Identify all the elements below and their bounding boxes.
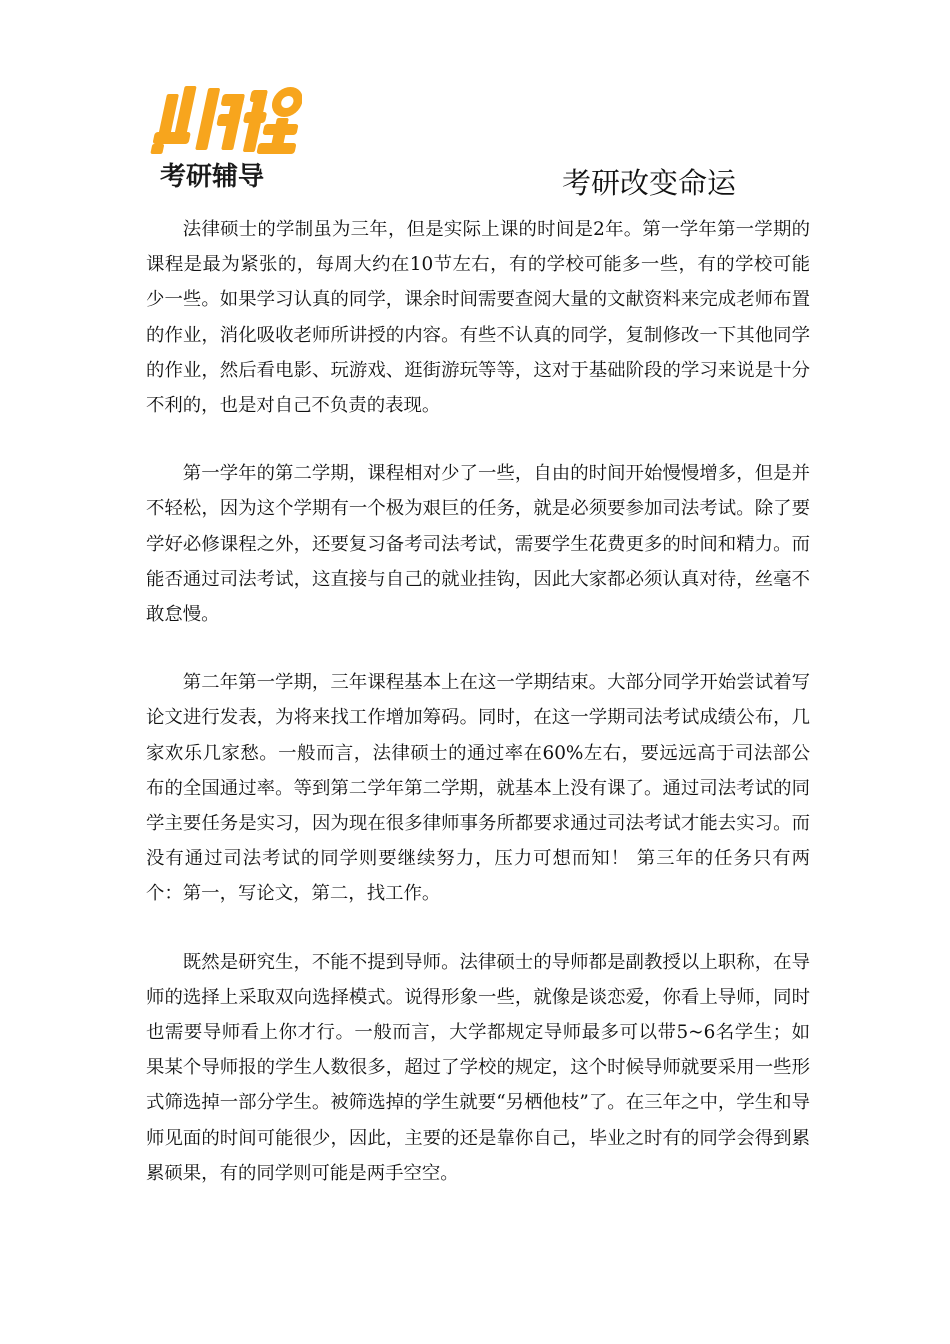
paragraph-3: 第二年第一学期，三年课程基本上在这一学期结束。大部分同学开始尝试着写论文进行发表，为将来找工作增加筹码。同时，在这一学期司法考试成绩公布，几家欢乐几家愁。一般而言，法律硕士的通过率在60%左右，要远远高于司法部公布的全国通过率。等到第二学年第二学期，就基本上没有课了。通过司法考试的同学主要任务是实习，因为现在很多律师事务所都要求通过司法考试才能去实习。而没有通过司法考试的同学则要继续努力，压力可想而知！ 第三年的任务只有两个：第一，写论文，第二，找工作。 — [146, 672, 810, 905]
paragraph-2: 第一学年的第二学期，课程相对少了一些，自由的时间开始慢慢增多，但是并不轻松，因为这个学期有一个极为艰巨的任务，就是必须要参加司法考试。除了要学好必修课程之外，还要复习备考司法考试，需要学生花费更多的时间和精力。而能否通过司法考试，这直接与自己的就业挂钩，因此大家都必须认真对待，丝毫不敢怠慢。 — [146, 463, 810, 626]
logo-caption: 考研辅导 — [160, 162, 265, 192]
paragraph-gap — [146, 912, 810, 945]
article-body — [146, 212, 810, 1191]
paragraph-4: 既然是研究生，不能不提到导师。法律硕士的导师都是副教授以上职称，在导师的选择上采取双向选择模式。说得形象一些，就像是谈恋爱，你看上导师，同时也需要导师看上你才行。一般而言，大学都规定导师最多可以带5~6名学生；如果某个导师报的学生人数很多，超过了学校的规定，这个时候导师就要采用一些形式筛选掉一部分学生。被筛选掉的学生就要“另栖他枝”了。在三年之中，学生和导师见面的时间可能很少，因此，主要的还是靠你自己，毕业之时有的同学会得到累累硕果，有的同学则可能是两手空空。 — [146, 951, 810, 1184]
kaicheng-logo-mark-icon — [150, 80, 302, 160]
paragraph-gap — [146, 632, 810, 665]
paragraph-gap — [146, 423, 810, 456]
slogan-title: 考研改变命运 — [562, 166, 737, 200]
kaicheng-logo — [150, 80, 302, 196]
paragraph-1: 法律硕士的学制虽为三年，但是实际上课的时间是2年。第一学年第一学期的课程是最为紧张的，每周大约在10节左右，有的学校可能多一些，有的学校可能少一些。如果学习认真的同学，课余时间需要查阅大量的文献资料来完成老师布置的作业，消化吸收老师所讲授的内容。有些不认真的同学，复制修改一下其他同学的作业，然后看电影、玩游戏、逛街游玩等等，这对于基础阶段的学习来说是十分不利的，也是对自己不负责的表现。 — [146, 219, 810, 417]
